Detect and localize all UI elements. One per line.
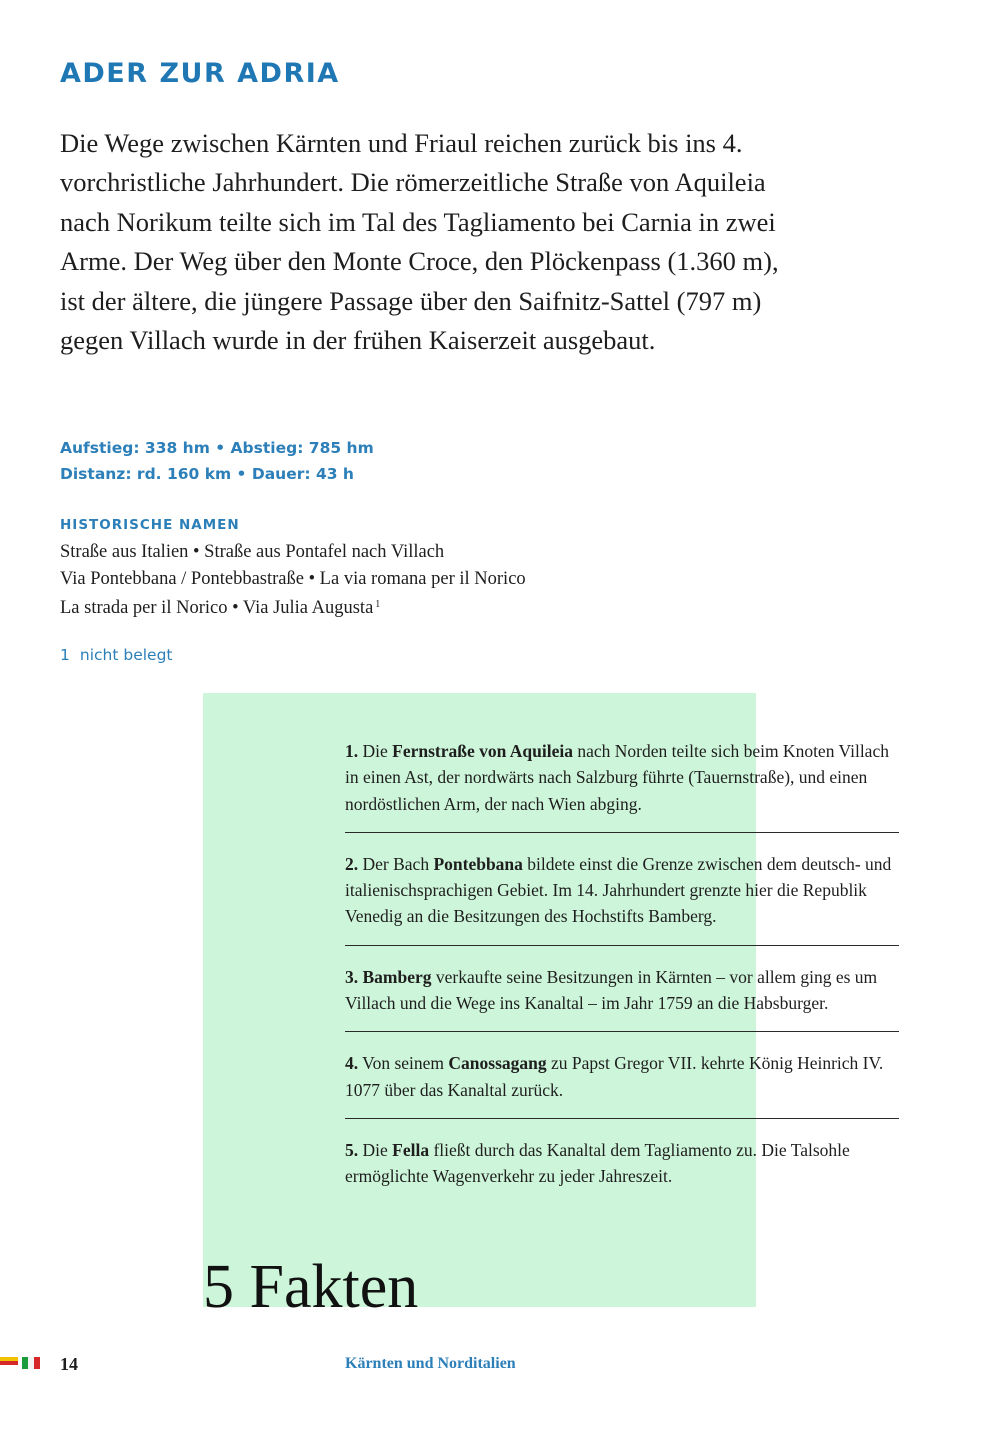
- fact-post: nach Norden teilte sich beim Knoten Villach in einen Ast, der nordwärts nach Salzburg führte (Tauernstraße), und einen nordöstlichen Arm, der nach Wien abging.: [345, 741, 889, 814]
- footnote-number: 1: [60, 646, 70, 664]
- fact-number: 5.: [345, 1139, 359, 1160]
- facts-title: 5 Fakten: [203, 1253, 419, 1321]
- fact-text: [345, 738, 899, 817]
- fact-item: [345, 738, 899, 832]
- historic-names-title: HISTORISCHE NAMEN: [60, 517, 240, 533]
- fact-post: zu Papst Gregor VII. kehrte König Heinrich IV. 1077 über das Kanaltal zurück.: [345, 1053, 884, 1100]
- section-heading: ADER ZUR ADRIA: [60, 58, 340, 89]
- lead-paragraph: Die Wege zwischen Kärnten und Friaul reichen zurück bis ins 4. vorchristliche Jahrhundert. Die römerzeitliche Straße von Aquileia nach Norikum teilte sich im Tal des Tagliamento bei Carnia in zwei Arme. Der Weg über den Monte Croce, den Plöckenpass (1.360 m), ist der ältere, die jüngere Passage über den Saifnitz-Sattel (797 m) gegen Villach wurde in der frühen Kaiserzeit ausgebaut.: [60, 128, 779, 356]
- fact-keyword: Pontebbana: [433, 853, 523, 874]
- fact-text: [345, 851, 899, 930]
- flag-stripe: [34, 1357, 40, 1369]
- fact-keyword: Fernstraße von Aquileia: [392, 741, 573, 761]
- page-number: 14: [60, 1354, 78, 1374]
- footnote: [60, 646, 173, 664]
- fact-text: [345, 1050, 899, 1103]
- fact-post: bildete einst die Grenze zwischen dem deutsch- und italienischsprachigen Gebiet. Im 14. Jahrhundert grenzte hier die Republik Venedig an die Besitzungen des Hochstifts Bamberg.: [345, 853, 892, 927]
- fact-post: verkaufte seine Besitzungen in Kärnten – vor allem ging es um Villach und die Wege ins Kanaltal – im Jahr 1759 an die Habsburger.: [345, 966, 878, 1014]
- historic-names-line: [60, 592, 526, 622]
- running-head: Kärnten und Norditalien: [345, 1355, 516, 1372]
- facts-list: [345, 738, 899, 1190]
- route-stats: [60, 435, 374, 487]
- fact-text: [345, 964, 899, 1017]
- historic-names-line: Straße aus Italien • Straße aus Pontafel nach Villach: [60, 542, 445, 562]
- fact-keyword: Bamberg: [362, 966, 432, 987]
- fact-pre: Der Bach: [358, 853, 434, 874]
- footnote-mark: 1: [375, 599, 381, 610]
- fact-number: 1.: [345, 741, 359, 761]
- fact-post: fließt durch das Kanaltal dem Tagliamento zu. Die Talsohle ermöglichte Wagenverkehr zu jeder Jahreszeit.: [345, 1139, 850, 1187]
- fact-pre: Von seinem: [358, 1053, 449, 1074]
- fact-keyword: Fella: [392, 1139, 430, 1160]
- stats-distance-duration: Distanz: rd. 160 km • Dauer: 43 h: [60, 465, 354, 483]
- fact-text: [345, 1137, 899, 1190]
- fact-number: 3.: [345, 966, 359, 987]
- historic-names-line-text: La strada per il Norico • Via Julia Augusta: [60, 598, 374, 618]
- fact-number: 4.: [345, 1053, 359, 1074]
- fact-item: [345, 1031, 899, 1118]
- historic-names-line: Via Pontebbana / Pontebbastraße • La via romana per il Norico: [60, 568, 526, 589]
- fact-number: 2.: [345, 853, 359, 874]
- fact-item: [345, 1118, 899, 1190]
- fact-item: [345, 832, 899, 945]
- fact-pre: Die: [358, 741, 393, 761]
- fact-pre: Die: [358, 1139, 393, 1160]
- fact-keyword: Canossagang: [448, 1053, 547, 1074]
- footnote-text: nicht belegt: [79, 646, 173, 664]
- stats-ascent-descent: Aufstieg: 338 hm • Abstieg: 785 hm: [60, 439, 374, 457]
- fact-item: [345, 945, 899, 1032]
- historic-names-list: [60, 539, 526, 622]
- flag-stripe: [0, 1361, 18, 1365]
